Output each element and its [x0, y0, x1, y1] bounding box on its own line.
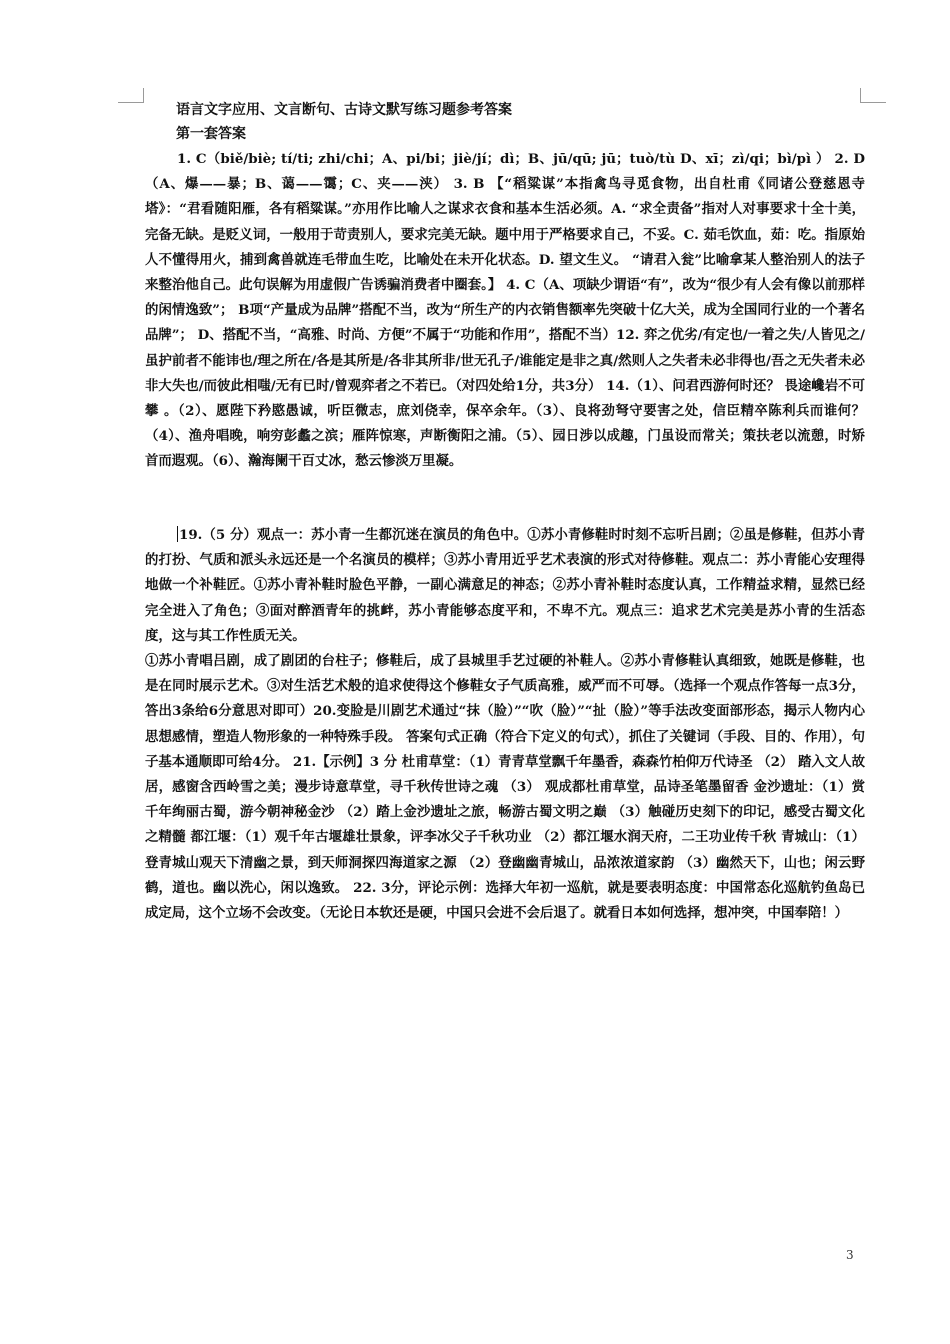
document-header — [176, 98, 876, 146]
header-corner-mark-left — [118, 96, 144, 103]
page-number: 3 — [846, 1248, 854, 1262]
document-subtitle: 第一套答案 — [176, 126, 246, 142]
text-cursor — [177, 526, 178, 542]
answer-paragraph-1: 1. C（biě/biè; tí/ti; zhi/chi；A、pi/bi；jiè/jí；dì；B、jū/qū; jū；tuò/tù D、xī；zì/qi；bì/pì ） 2. D（A、爆——暴；B、蔼——霭；C、夹——浃） 3. B 【“稻粱谋”本指禽鸟寻觅食物，出自杜甫《同诸公登慈恩寺塔》：“君看随阳雁，各有稻粱谋。”亦用作比喻人之谋求衣食和基本生活必须。A. “求全责备”指对人对事要求十全十美，完备无缺。是贬义词，一般用于苛责别人，要求完美无缺。题中用于严格要求自己，不妥。C. 茹毛饮血，茹：吃。指原始人不懂得用火，捕到禽兽就连毛带血生吃，比喻处在未开化状态。D. 望文生义。 “请君入瓮”比喻拿某人整治别人的法子来整治他自己。此句误解为用虚假广告诱骗消费者中圈套。】 4. C（A、项缺少谓语“有”，改为“很少有人会有像以前那样的闲情逸致”； B项“产量成为品牌”搭配不当，改为“所生产的内衣销售额率先突破十亿大关，成为全国同行业的一个著名品牌”； D、搭配不当，“高雅、时尚、方便”不属于“功能和作用”，搭配不当）12. 弈之优劣/有定也/一着之失/人皆见之/虽护前者不能讳也/理之所在/各是其所是/各非其所非/世无孔子/谁能定是非之真/然则人之失者未必非得也/吾之无失者未必非大失也/而彼此相嗤/无有已时/曾观弈者之不若已。（对四处给1分，共3分） 14.（1）、问君西游何时还？ 畏途巉岩不可攀 。（2）、愿陛下矜愍愚诚，听臣微志，庶刘侥幸，保卒余年。（3）、良将劲弩守要害之处，信臣精卒陈利兵而谁何？（4）、渔舟唱晚，响穷彭蠡之滨；雁阵惊寒，声断衡阳之浦。（5）、园日涉以成趣，门虽设而常关；策扶老以流憩，时矫首而遐观。（6）、瀚海阑干百丈冰，愁云惨淡万里凝。 — [145, 151, 865, 470]
answer-paragraph-2b: ①苏小青唱吕剧，成了剧团的台柱子；修鞋后，成了县城里手艺过硬的补鞋人。②苏小青修鞋认真细致，她既是修鞋，也是在同时展示艺术。③对生活艺术般的追求使得这个修鞋女子气质高雅，威严而不可辱。（选择一个观点作答每一点3分，答出3条给6分意思对即可）20.变脸是川剧艺术通过“抹（脸）”“吹（脸）”“扯（脸）”等手法改变面部形态，揭示人物内心思想感情，塑造人物形象的一种特殊手段。 答案句式正确（符合下定义的句式），抓住了关键词（手段、目的、作用），句子基本通顺即可给4分。 21.【示例】3 分 杜甫草堂：（1）青青草堂飘千年墨香，森森竹柏仰万代诗圣 （2） 踏入文人故居，感窗含西岭雪之美；漫步诗意草堂，寻千秋传世诗之魂 （3） 观成都杜甫草堂，品诗圣笔墨留香 金沙遗址：（1）赏千年绚丽古蜀，游今朝神秘金沙 （2）踏上金沙遗址之旅，畅游古蜀文明之巅 （3）触碰历史刻下的印记，感受古蜀文化之精髓 都江堰：（1）观千年古堰雄壮景象，评李冰父子千秋功业 （2）都江堰水润天府，二王功业传千秋 青城山：（1）登青城山观天下清幽之景，到天师洞探四海道家之源 （2）登幽幽青城山，品浓浓道家韵 （3）幽然天下，山也；闲云野鹤，道也。幽以洗心，闲以逸致。 22. 3分，评论示例：选择大年初一巡航，就是要表明态度：中国常态化巡航钓鱼岛已成定局，这个立场不会改变。（无论日本软还是硬，中国只会进不会后退了。就看日本如何选择，想冲突，中国奉陪！） — [145, 653, 865, 922]
document-title: 语言文字应用、文言断句、古诗文默写练习题参考答案 — [176, 102, 512, 118]
answer-paragraph-2a-text: 19.（5 分）观点一：苏小青一生都沉迷在演员的角色中。①苏小青修鞋时时刻不忘听吕剧；②虽是修鞋，但苏小青的打扮、气质和派头永远还是一个名演员的模样；③苏小青用近乎艺术表演的形式对待修鞋。观点二：苏小青能心安理得地做一个补鞋匠。①苏小青补鞋时脸色平静，一副心满意足的神态；②苏小青补鞋时态度认真，工作精益求精，显然已经完全进入了角色；③面对醉酒青年的挑衅，苏小青能够态度平和，不卑不亢。观点三：追求艺术完美是苏小青的生活态度，这与其工作性质无关。 — [145, 527, 865, 644]
answer-section-1 — [145, 147, 865, 475]
answer-section-2 — [145, 523, 865, 926]
answer-paragraph-2a[interactable] — [145, 523, 865, 649]
